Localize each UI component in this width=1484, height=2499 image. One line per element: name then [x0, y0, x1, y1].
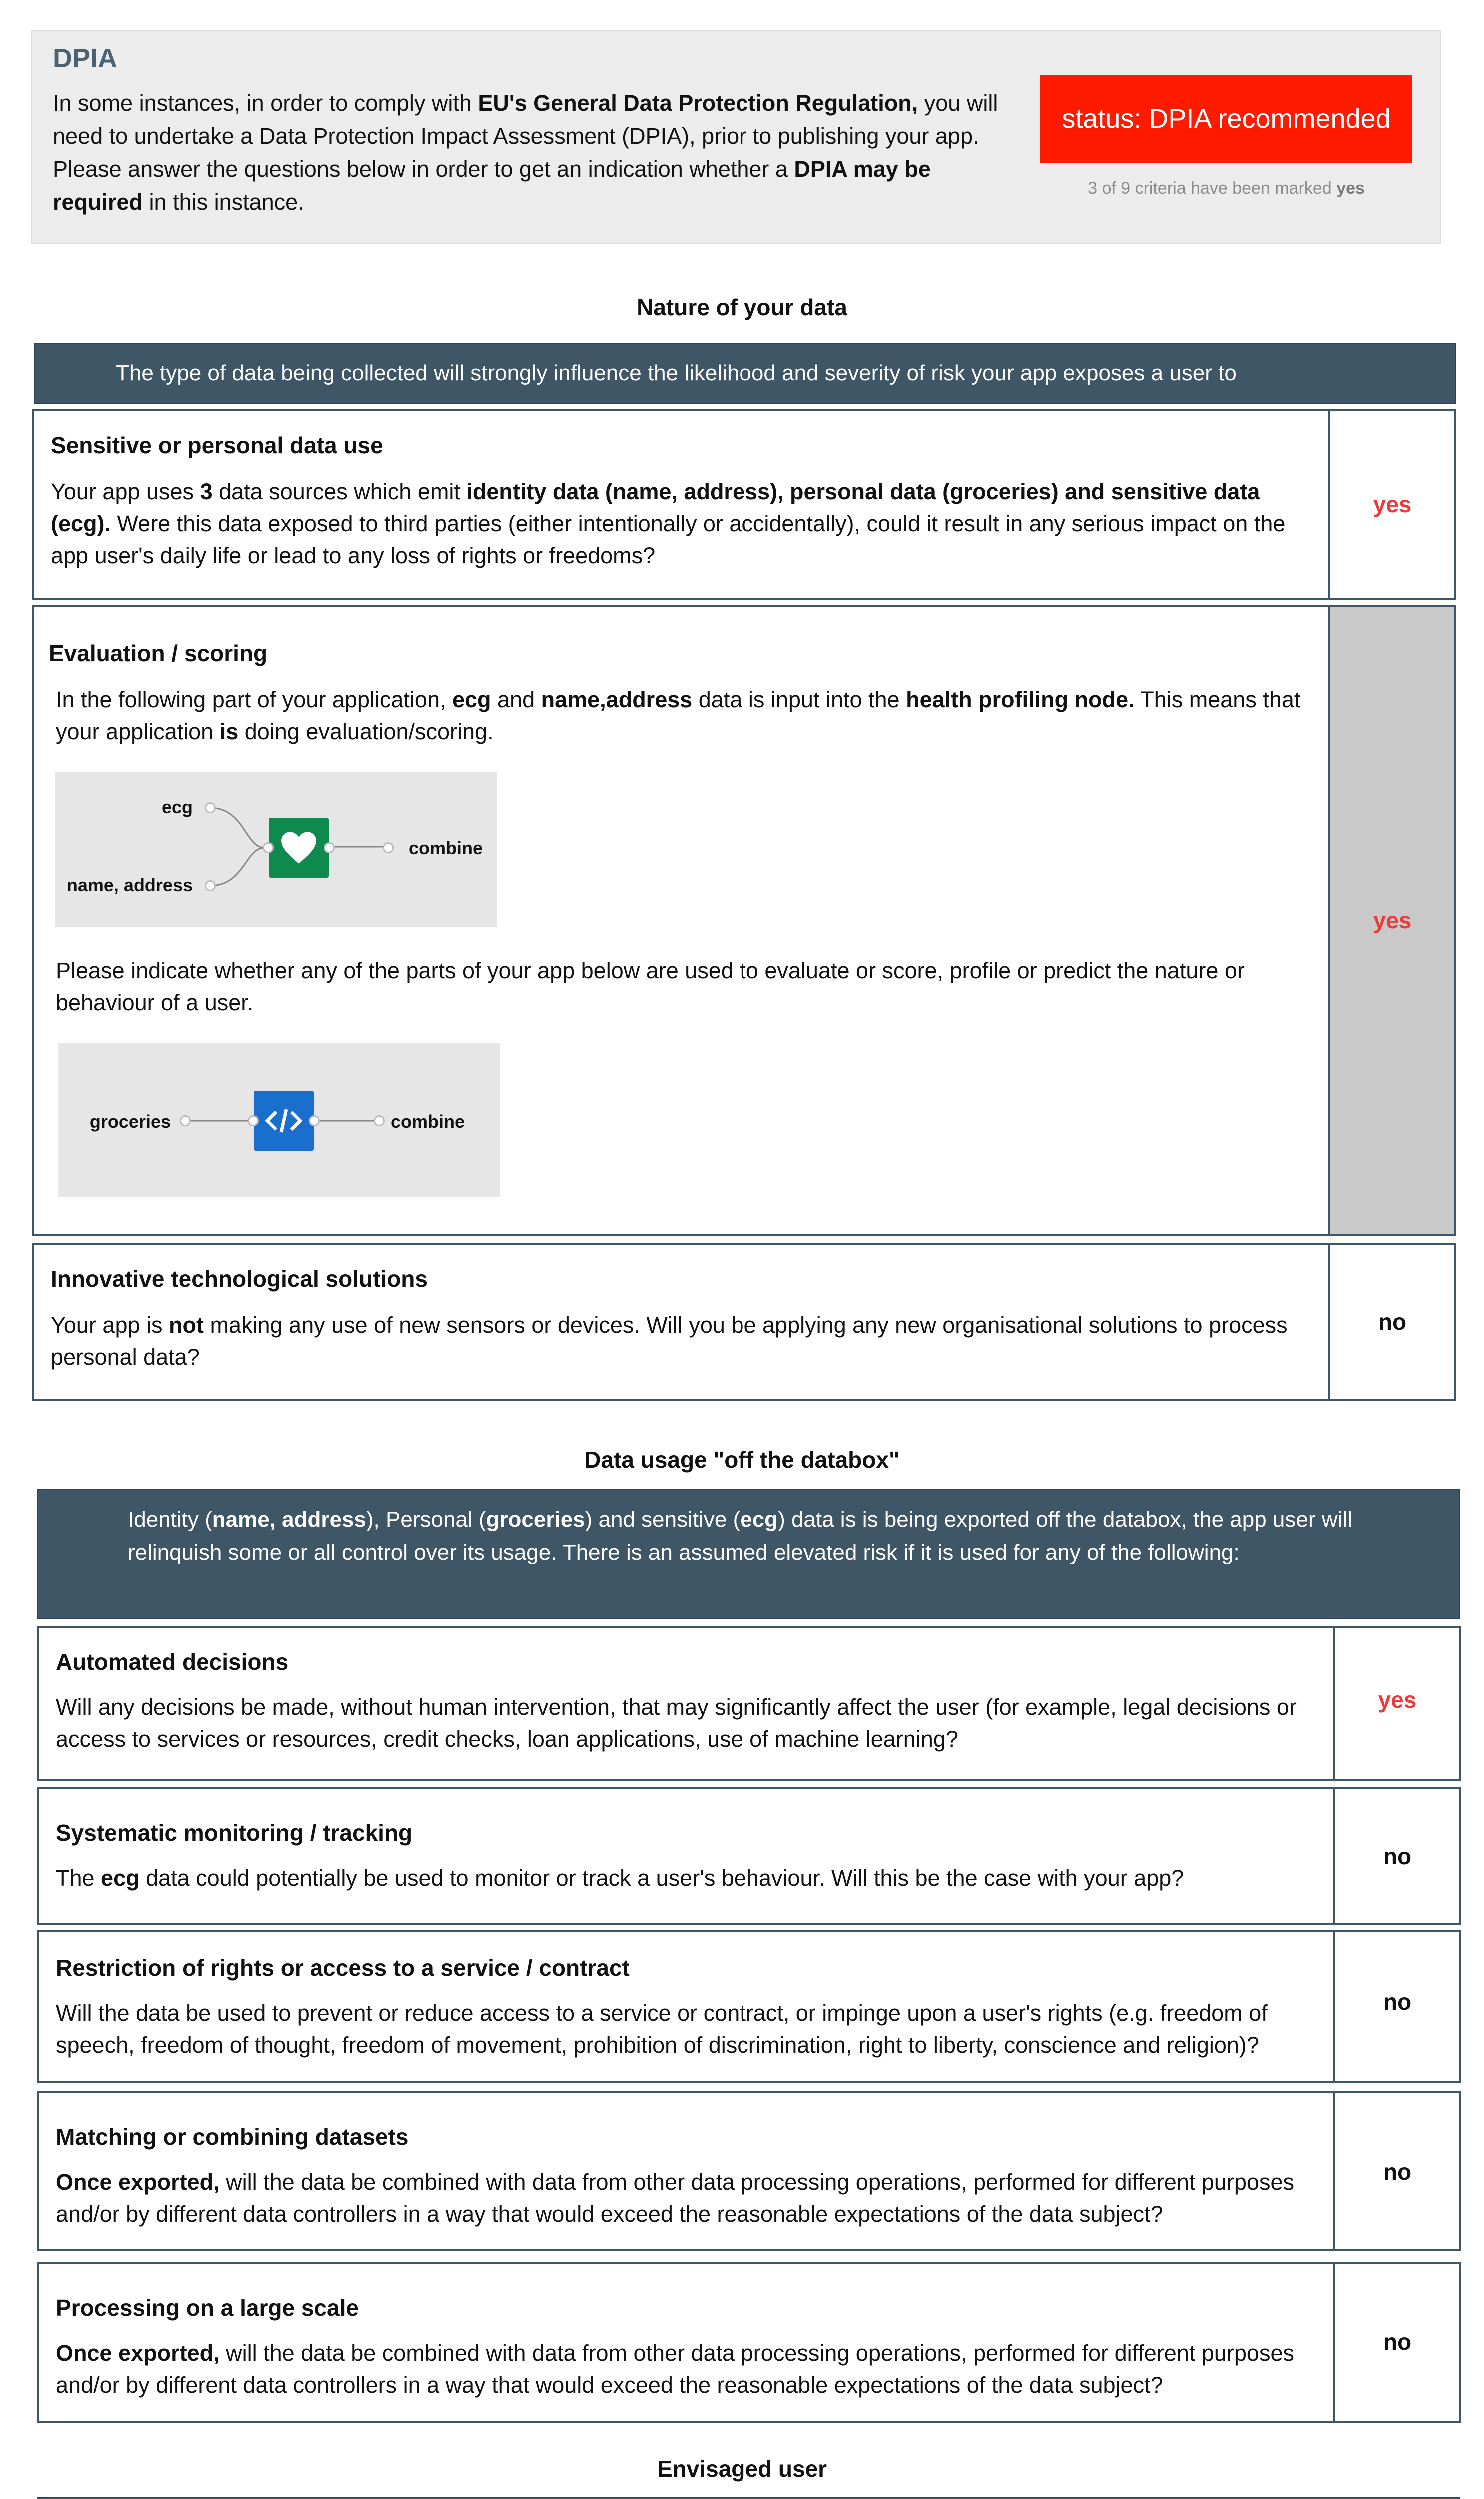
input-port[interactable]: [180, 1115, 191, 1126]
question-body: In the following part of your application, ecg and name,address data is input into the health profiling node. This means that your application is doing evaluation/scoring.: [56, 687, 1301, 744]
question-evaluation: [32, 605, 1456, 1236]
section-title-user: Envisaged user: [657, 2456, 827, 2482]
section-title-offbox: Data usage "off the databox": [584, 1447, 900, 1473]
question-title: Systematic monitoring / tracking: [56, 1820, 413, 1846]
answer-toggle-restriction[interactable]: no: [1383, 1989, 1412, 2015]
question-title: Evaluation / scoring: [49, 640, 268, 666]
evaluation-prompt: Please indicate whether any of the parts of your app below are used to evaluate or score, profile or predict the nature or behaviour of a user.: [56, 958, 1245, 1015]
output-label-combine: combine: [391, 1111, 465, 1132]
intro-text: In some instances, in order to comply with EU's General Data Protection Regulation, you will need to undertake a Data Protection Impact Assessment (DPIA), prior to publishing your app. Please answer the questions below in order to get an indication whether a DPIA may be required in this instance.: [53, 90, 998, 215]
question-sensitive: [32, 409, 1456, 600]
page-title: DPIA: [53, 43, 118, 73]
offbox-banner: Identity (name, address), Personal (groceries) and sensitive (ecg) data is is being exported off the databox, the app user will relinquish some or all control over its usage. There is an assumed elevated risk if it is used for any of the following:: [37, 1489, 1460, 1619]
input-port[interactable]: [205, 880, 216, 891]
nature-banner: The type of data being collected will strongly influence the likelihood and severity of risk your app exposes a user to: [34, 343, 1456, 404]
groceries-diagram: [58, 1043, 500, 1197]
input-label-groceries: groceries: [89, 1111, 171, 1132]
answer-toggle-largescale[interactable]: no: [1383, 2329, 1412, 2355]
question-body: Your app is not making any use of new sensors or devices. Will you be applying any new organisational solutions to process personal data?: [51, 1312, 1288, 1370]
answer-toggle-innovative[interactable]: no: [1378, 1309, 1407, 1335]
output-port[interactable]: [383, 842, 394, 853]
criteria-count: 3 of 9 criteria have been marked yes: [1088, 179, 1365, 198]
output-label-combine: combine: [409, 838, 483, 858]
node-input-port[interactable]: [263, 842, 274, 853]
health-profiling-node[interactable]: [269, 818, 329, 878]
code-icon: [265, 1107, 303, 1135]
code-node[interactable]: [254, 1091, 314, 1151]
question-largescale: [37, 2262, 1461, 2423]
question-title: Restriction of rights or access to a service / contract: [56, 1955, 630, 1981]
question-innovative: [32, 1243, 1456, 1401]
input-port[interactable]: [205, 802, 216, 813]
answer-toggle-automated[interactable]: yes: [1378, 1687, 1417, 1713]
heart-icon: [280, 830, 318, 865]
user-banner: [37, 2497, 1460, 2499]
question-title: Sensitive or personal data use: [51, 432, 383, 458]
status-badge[interactable]: status: DPIA recommended: [1040, 75, 1412, 163]
question-body: Your app uses 3 data sources which emit identity data (name, address), personal data (groceries) and sensitive data (ecg). Were this data exposed to third parties (either intentionally or accidentally), could it result in any serious impact on the app user's daily life or lead to any loss of rights or freedoms?: [51, 479, 1286, 568]
question-body: Will the data be used to prevent or reduce access to a service or contract, or impinge upon a user's rights (e.g. freedom of speech, freedom of thought, freedom of movement, prohibition of discrimination, right to liberty, conscience and religion)?: [56, 2000, 1268, 2058]
node-output-port[interactable]: [309, 1115, 320, 1126]
question-title: Innovative technological solutions: [51, 1266, 428, 1292]
input-label-ecg: ecg: [161, 797, 193, 817]
question-title: Matching or combining datasets: [56, 2124, 409, 2150]
answer-toggle-evaluation[interactable]: yes: [1330, 607, 1454, 1234]
answer-toggle-sensitive[interactable]: yes: [1373, 491, 1412, 517]
output-port[interactable]: [374, 1115, 385, 1126]
section-title-nature: Nature of your data: [637, 294, 847, 320]
question-title: Processing on a large scale: [56, 2295, 359, 2321]
health-profiling-diagram: [55, 772, 497, 927]
answer-toggle-monitoring[interactable]: no: [1383, 1843, 1412, 1869]
answer-toggle-matching[interactable]: no: [1383, 2159, 1412, 2185]
input-label-name-address: name, address: [66, 875, 193, 895]
node-output-port[interactable]: [324, 842, 335, 853]
question-automated: [37, 1626, 1461, 1781]
question-title: Automated decisions: [56, 1649, 289, 1675]
question-restriction: [37, 1930, 1461, 2083]
question-body: Once exported, will the data be combined with data from other data processing operations, performed for different purposes and/or by different data controllers in a way that would exceed the reasonable expectations of the data subject?: [56, 2340, 1294, 2398]
dpia-header-panel: [31, 30, 1441, 244]
question-body: The ecg data could potentially be used to monitor or track a user's behaviour. Will this be the case with your app?: [56, 1865, 1184, 1891]
question-matching: [37, 2091, 1461, 2251]
node-input-port[interactable]: [248, 1115, 259, 1126]
question-monitoring: [37, 1787, 1461, 1925]
question-body: Will any decisions be made, without human intervention, that may significantly affect the user (for example, legal decisions or access to services or resources, credit checks, loan applications, use of machine learning?: [56, 1694, 1297, 1752]
question-body: Once exported, will the data be combined with data from other data processing operations, performed for different purposes and/or by different data controllers in a way that would exceed the reasonable expectations of the data subject?: [56, 2169, 1294, 2227]
